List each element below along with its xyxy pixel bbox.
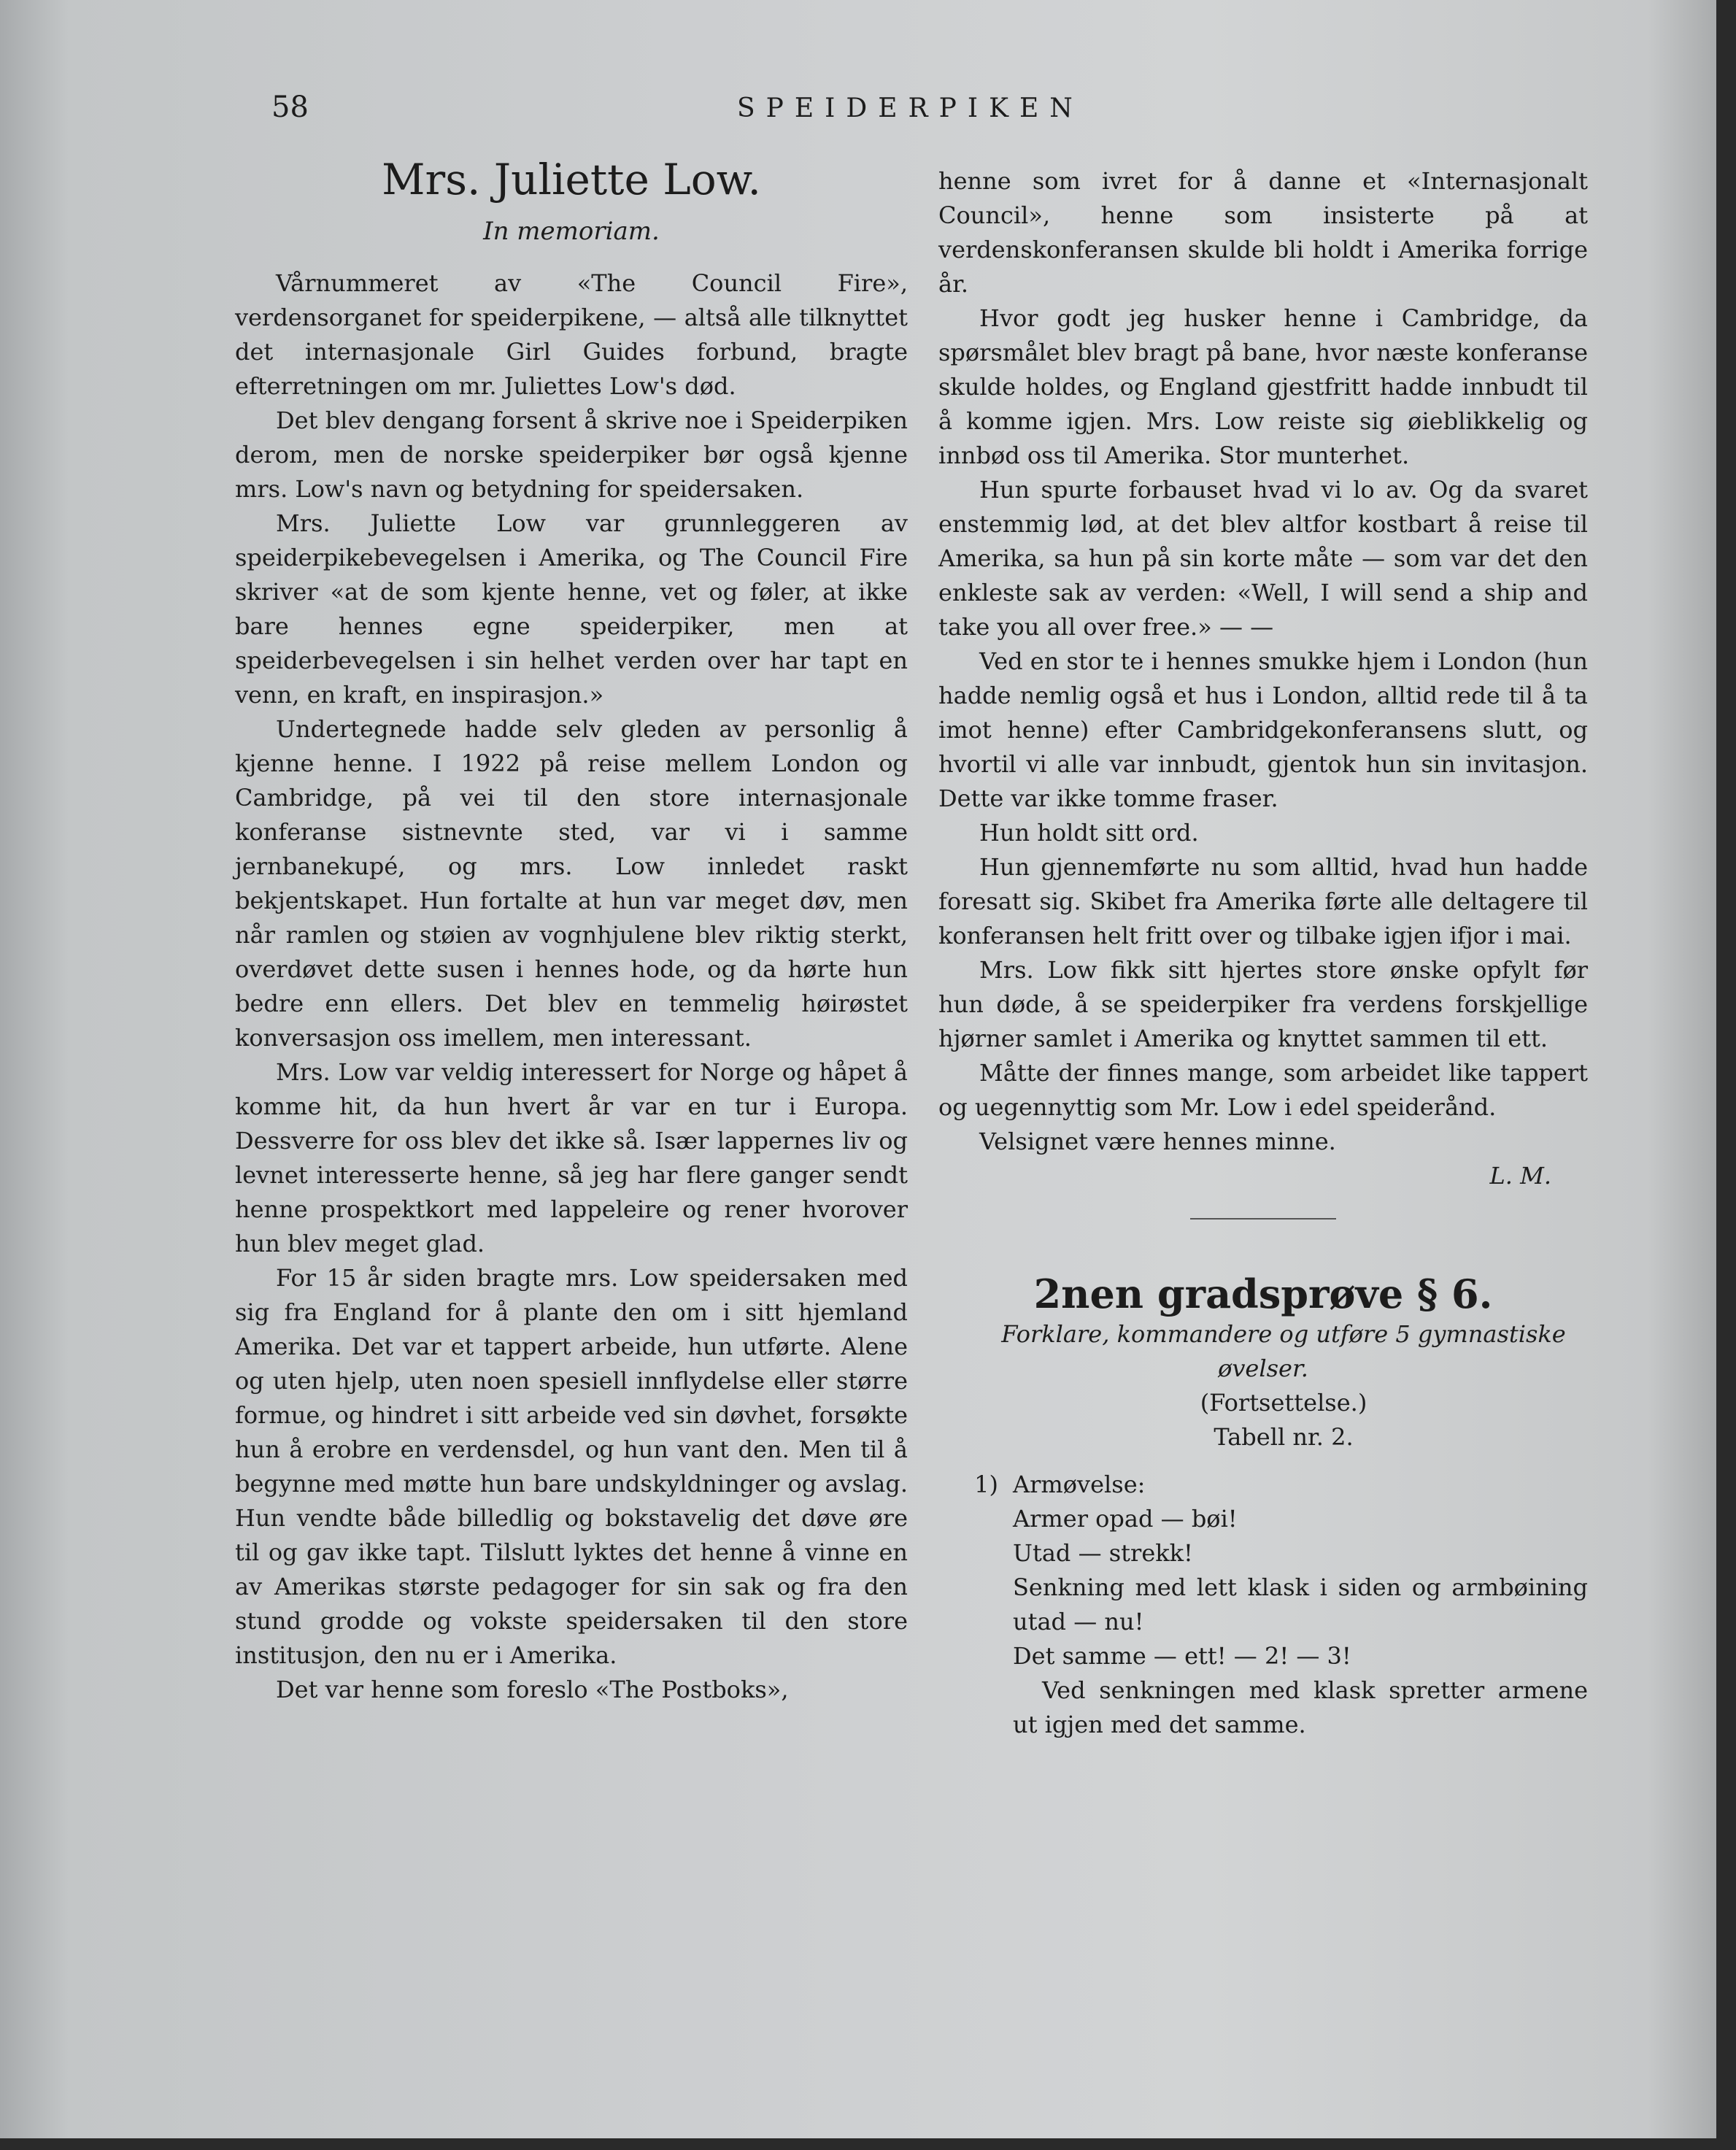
- exercise-block: [938, 1468, 1588, 1742]
- paragraph: Undertegnede hadde selv gleden av personlig å kjenne henne. I 1922 på reise mellem London og Cambridge, på vei til den store internasjonale konferanse sistnevnte sted, var vi i samme jernbanekupé, og mrs. Low innledet raskt bekjentskapet. Hun fortalte at hun var meget døv, men når ramlen og støien av vognhjulene blev riktig sterkt, overdøvet dette susen i hennes hode, og da hørte hun bedre enn ellers. Det blev en temmelig høirøstet konversasjon oss imellem, men interessant.: [235, 715, 908, 1052]
- paragraph: Det var henne som foreslo «The Postboks»,: [276, 1676, 789, 1703]
- paragraph: Ved en stor te i hennes smukke hjem i London (hun hadde nemlig også et hus i London, alltid rede til å ta imot henne) efter Cambridgekonferansens slutt, og hvortil vi alle var innbudt, gjentok hun sin invitasjon. Dette var ikke tomme fraser.: [938, 647, 1588, 812]
- paragraph: Mrs. Juliette Low var grunnleggeren av speiderpikebevegelsen i Amerika, og The Council Fire skriver «at de som kjente henne, vet og føler, at ikke bare hennes egne speiderpiker, men at speiderbevegelsen i sin helhet verden over har tapt en venn, en kraft, en inspirasjon.»: [235, 509, 908, 709]
- right-column: [938, 164, 1588, 1742]
- page-number: 58: [271, 90, 309, 124]
- exercise-line: Det samme — ett! — 2! — 3!: [1013, 1642, 1351, 1670]
- paragraph: Vårnummeret av «The Council Fire», verdensorganet for speiderpikene, — altså alle tilknyttet det internasjonale Girl Guides forbund, bragte efterretningen om mr. Juliettes Low's død.: [235, 269, 908, 400]
- table-label: Tabell nr. 2.: [1214, 1423, 1354, 1451]
- paragraph: Mrs. Low var veldig interessert for Norge og håpet å komme hit, da hun hvert år var en tur i Europa. Dessverre for oss blev det ikke så. Især lappernes liv og levnet interesserte henne, så jeg har flere ganger sendt henne prospektkort med lappeleire og rener hvorover hun blev meget glad.: [235, 1058, 908, 1257]
- continuation-note: (Fortsettelse.): [1200, 1389, 1367, 1417]
- article-title: Mrs. Juliette Low.: [382, 155, 761, 204]
- section-title: 2nen gradsprøve § 6.: [1033, 1271, 1493, 1317]
- paragraph: Hun spurte forbauset hvad vi lo av. Og da svaret enstemmig lød, at det blev altfor kostbart å reise til Amerika, sa hun på sin korte måte — som var det den enkleste sak av verden: «Well, I will send a ship and take you all over free.» — —: [938, 476, 1588, 641]
- exercise-number: 1): [974, 1471, 998, 1498]
- exercise-line: Utad — strekk!: [1013, 1539, 1193, 1567]
- paragraph: Hun holdt sitt ord.: [979, 819, 1199, 847]
- section-divider: [1190, 1218, 1336, 1220]
- paragraph: Det blev dengang forsent å skrive noe i Speiderpiken derom, men de norske speiderpiker bør også kjenne mrs. Low's navn og betydning for speidersaken.: [235, 407, 908, 503]
- exercise-line: Senkning med lett klask i siden og armbøining utad — nu!: [1013, 1573, 1588, 1635]
- exercise-name: Armøvelse:: [1013, 1471, 1146, 1498]
- exercise-note: Ved senkningen med klask spretter armene ut igjen med det samme.: [1013, 1676, 1588, 1738]
- paragraph: henne som ivret for å danne et «Internasjonalt Council», henne som insisterte på at verdenskonferansen skulde bli holdt i Amerika forrige år.: [938, 167, 1588, 298]
- paragraph: For 15 år siden bragte mrs. Low speidersaken med sig fra England for å plante den om i sitt hjemland Amerika. Det var et tappert arbeide, hun utførte. Alene og uten hjelp, uten noen spesiell innflydelse eller større formue, og hindret i sitt arbeide ved sin døvhet, forsøkte hun å erobre en verdensdel, og hun vant den. Men til å begynne med møtte hun bare undskyldninger og avslag. Hun vendte både billedlig og bokstavelig det døve øre til og gav ikke tapt. Tilslutt lyktes det henne å vinne en av Amerikas største pedagoger for sin sak og fra den stund grodde og vokste speidersaken til den store institusjon, den nu er i Amerika.: [235, 1264, 908, 1669]
- paragraph: Hun gjennemførte nu som alltid, hvad hun hadde foresatt sig. Skibet fra Amerika førte alle deltagere til konferansen helt fritt over og tilbake igjen ifjor i mai.: [938, 853, 1588, 949]
- paragraph: Måtte der finnes mange, som arbeidet like tappert og uegennyttig som Mr. Low i edel speiderånd.: [938, 1059, 1588, 1121]
- paragraph: Mrs. Low fikk sitt hjertes store ønske opfylt før hun døde, å se speiderpiker fra verdens forskjellige hjørner samlet i Amerika og knyttet sammen til ett.: [938, 956, 1588, 1052]
- running-title: SPEIDERPIKEN: [737, 93, 1084, 123]
- section-subtitle: Forklare, kommandere og utføre 5 gymnastiske øvelser.: [1001, 1320, 1566, 1382]
- paragraph: Hvor godt jeg husker henne i Cambridge, da spørsmålet blev bragt på bane, hvor næste konferanse skulde holdes, og England gjestfritt hadde innbudt til å komme igjen. Mrs. Low reiste sig øieblikkelig og innbød oss til Amerika. Stor munterhet.: [938, 304, 1588, 469]
- paragraph: Velsignet være hennes minne.: [979, 1128, 1336, 1155]
- signature: L. M.: [1489, 1162, 1551, 1190]
- left-column: [235, 266, 908, 1707]
- exercise-line: Armer opad — bøi!: [1013, 1505, 1238, 1533]
- article-subtitle: In memoriam.: [483, 217, 660, 246]
